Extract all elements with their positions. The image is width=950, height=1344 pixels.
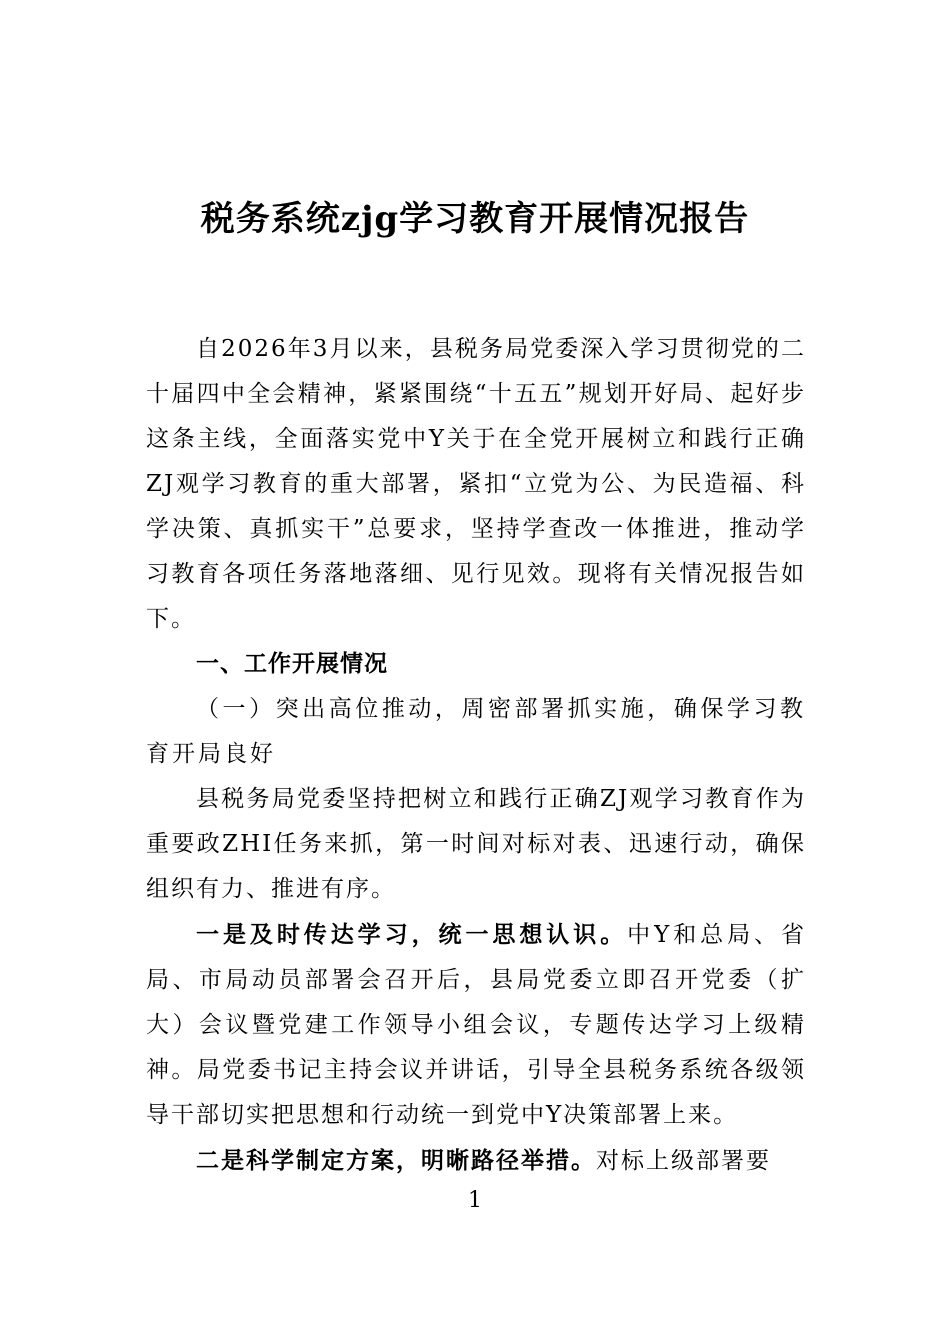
subsection-heading: （一）突出高位推动，周密部署抓实施，确保学习教育开局良好 (146, 696, 806, 767)
point-paragraph-2 (146, 1138, 806, 1184)
point-paragraph-1 (146, 912, 806, 1138)
section-heading: 一、工作开展情况 (196, 651, 388, 677)
point-1-body: 中Y和总局、省局、市局动员部署会召开后，县局党委立即召开党委（扩大）会议暨党建工作领导小组会议，专题传达学习上级精神。局党委书记主持会议并讲话，引导全县税务系统各级领导干部切实把思想和行动统一到党中Y决策部署上来。 (146, 922, 807, 1128)
subsection-paragraph: 县税务局党委坚持把树立和践行正确ZJ观学习教育作为重要政ZHI任务来抓，第一时间对标对表、迅速行动，确保组织有力、推进有序。 (146, 786, 806, 902)
page-number: 1 (468, 1188, 482, 1213)
document-body (146, 327, 806, 1184)
point-2-lead: 二是科学制定方案，明晰路径举措。 (196, 1147, 596, 1174)
intro-paragraph: 自2026年3月以来，县税务局党委深入学习贯彻党的二十届四中全会精神，紧紧围绕“十五五”规划开好局、起好步这条主线，全面落实党中Y关于在全党开展树立和践行正确ZJ观学习教育的重大部署，紧扣“立党为公、为民造福、科学决策、真抓实干”总要求，坚持学查改一体推进，推动学习教育各项任务落地落细、见行见效。现将有关情况报告如下。 (146, 336, 806, 632)
document-title: 税务系统zjg学习教育开展情况报告 (200, 199, 750, 239)
point-2-body: 对标上级部署要 (596, 1148, 771, 1174)
point-1-lead: 一是及时传达学习，统一思想认识。 (196, 921, 628, 948)
